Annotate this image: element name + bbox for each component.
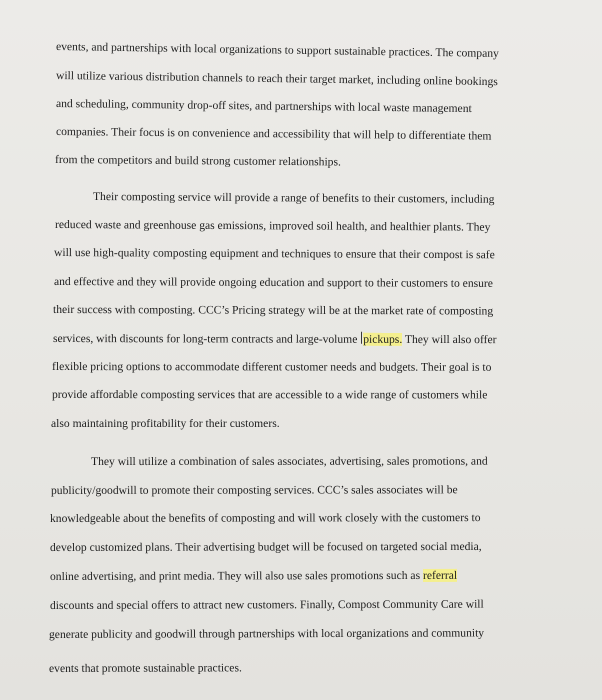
- text-line: will utilize various distribution channels to reach their target market, including online bookings: [55, 69, 498, 89]
- text-line: events, and partnerships with local organizations to support sustainable practices. The company: [55, 40, 499, 60]
- text-line: discounts and special offers to attract new customers. Finally, Compost Community Care will: [49, 597, 484, 612]
- text-line: knowledgeable about the benefits of composting and will work closely with the customers to: [49, 511, 481, 525]
- text-line: will use high-quality composting equipment and techniques to ensure that their compost is safe: [53, 246, 495, 262]
- text-line: publicity/goodwill to promote their composting services. CCC’s sales associates will be: [50, 483, 458, 497]
- text-line: develop customized plans. Their advertising budget will be focused on targeted social media,: [49, 539, 482, 554]
- text-line: from the competitors and build strong customer relationships.: [54, 153, 341, 169]
- text-line: companies. Their focus is on convenience and accessibility that will help to differentiate them: [55, 125, 492, 143]
- highlighted-word: pickups.: [363, 332, 403, 346]
- text-line: generate publicity and goodwill through partnerships with local organizations and community: [48, 626, 485, 641]
- text-line: and effective and they will provide ongoing education and support to their customers to ensure: [53, 275, 493, 290]
- text-line: [50, 569, 457, 584]
- text-line: Their composting service will provide a range of benefits to their customers, including: [92, 190, 495, 206]
- text-line: [53, 331, 497, 347]
- text-line: also maintaining profitability for their customers.: [51, 417, 280, 430]
- text-line: provide affordable composting services that are accessible to a wide range of customers while: [51, 388, 488, 402]
- text-line: their success with composting. CCC’s Pricing strategy will be at the market rate of composting: [52, 303, 494, 318]
- text-segment: They will also offer: [402, 332, 497, 347]
- text-line: and scheduling, community drop-off sites, and partnerships with local waste management: [55, 97, 472, 116]
- text-segment: services, with discounts for long-term contracts and large-volume: [52, 332, 358, 346]
- text-line: They will utilize a combination of sales associates, advertising, sales promotions, and: [90, 454, 488, 468]
- text-line: flexible pricing options to accommodate different customer needs and budgets. Their goal is to: [51, 360, 492, 374]
- text-line: events that promote sustainable practices.: [48, 661, 242, 675]
- highlighted-word: referral: [422, 568, 458, 582]
- text-line: reduced waste and greenhouse gas emissions, improved soil health, and healthier plants. They: [54, 218, 491, 234]
- text-segment: online advertising, and print media. They will also use sales promotions such as: [49, 568, 421, 583]
